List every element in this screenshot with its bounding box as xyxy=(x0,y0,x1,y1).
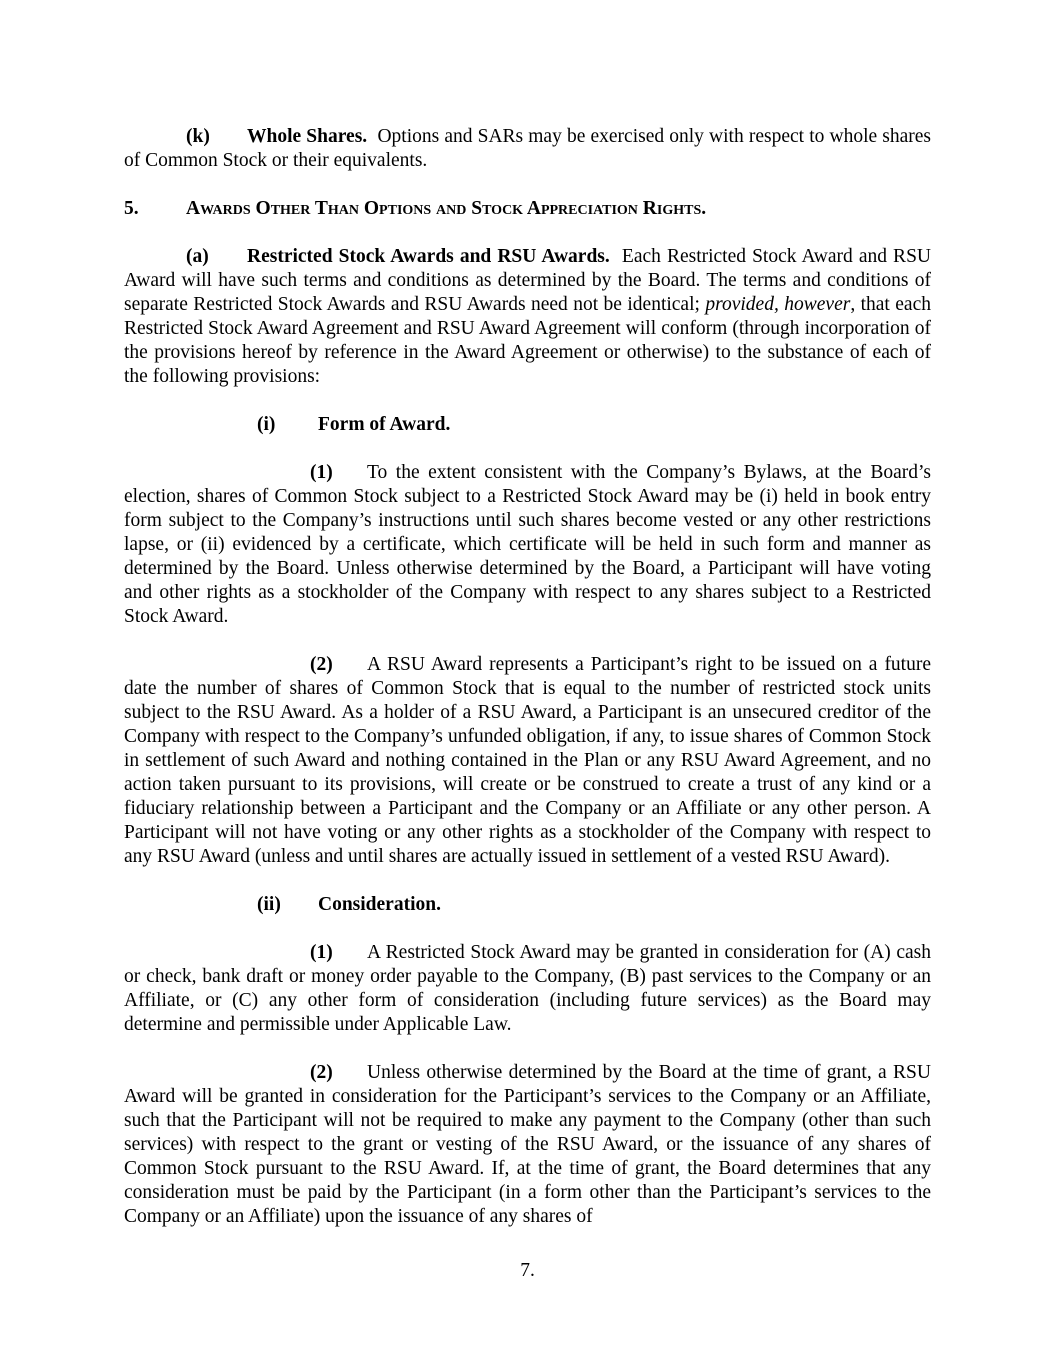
section-heading-5 xyxy=(124,197,931,221)
paragraph-text: Each Restricted Stock Award and RSU Award will have such terms and conditions as determined by the Board. The terms and conditions of separate Restricted Stock Awards and RSU Awards need not be identical; xyxy=(124,246,931,315)
paragraph-text: Unless otherwise determined by the Board at the time of grant, a RSU Award will be granted in consideration for the Participant’s services to the Company or an Affiliate, such that the Participant will not be required to make any payment to the Company (other than such services) with respect to the grant or vesting of the RSU Award, or the issuance of any shares of Common Stock pursuant to the RSU Award. If, at the time of grant, the Board determines that any consideration must be paid by the Participant (in a form other than the Participant’s services to the Company or an Affiliate) upon the issuance of any shares of xyxy=(124,1062,931,1227)
paragraph-text: A RSU Award represents a Participant’s right to be issued on a future date the number of shares of Common Stock that is equal to the number of restricted stock units subject to the RSU Award. As a holder of a RSU Award, a Participant is an unsecured creditor of the Company with respect to the Company’s unfunded obligation, if any, to issue shares of Common Stock in settlement of such Award and nothing contained in the Plan or any RSU Award Agreement, and no action taken pursuant to its provisions, will create or be construed to create a trust of any kind or a fiduciary relationship between a Participant and the Company or an Affiliate or any other person. A Participant will not have voting or any other rights as a stockholder of the Company with respect to any RSU Award (unless and until shares are actually issued in settlement of a vested RSU Award). xyxy=(124,654,931,867)
section-number: (k) xyxy=(186,126,210,147)
page-number: 7. xyxy=(520,1260,535,1281)
section-title: Consideration. xyxy=(318,894,441,915)
paragraph-text: Options and SARs may be exercised only with respect to whole shares of Common Stock or their equivalents. xyxy=(124,126,932,171)
paragraph-ii-1 xyxy=(124,941,931,1037)
paragraph-i-2 xyxy=(124,653,931,869)
section-number: (2) xyxy=(310,654,333,675)
section-title: Awards Other Than Options and Stock Appreciation Rights. xyxy=(186,198,707,219)
section-number: (i) xyxy=(257,414,276,435)
section-number: (1) xyxy=(310,462,333,483)
document-page xyxy=(124,125,931,1229)
italic-proviso: provided, however xyxy=(705,294,851,315)
paragraph-text: , that each Restricted Stock Award Agreement and RSU Award Agreement will conform (through incorporation of the provisions hereof by reference in the Award Agreement or otherwise) to the substance of each of the following provisions: xyxy=(124,294,931,387)
section-number: (ii) xyxy=(257,894,281,915)
section-title: Form of Award. xyxy=(318,414,451,435)
paragraph-text: A Restricted Stock Award may be granted in consideration for (A) cash or check, bank draft or money order payable to the Company, (B) past services to the Company or an Affiliate, or (C) any other form of consideration (including future services) as the Board may determine and permissible under Applicable Law. xyxy=(124,942,931,1035)
section-number: (a) xyxy=(186,246,209,267)
subsection-heading-i xyxy=(124,413,931,437)
section-title: Whole Shares. xyxy=(247,126,368,147)
paragraph-i-1 xyxy=(124,461,931,629)
paragraph-text: To the extent consistent with the Company’s Bylaws, at the Board’s election, shares of Common Stock subject to a Restricted Stock Award may be (i) held in book entry form subject to the Company’s instructions until such shares become vested or any other restrictions lapse, or (ii) evidenced by a certificate, which certificate will be held in such form and manner as determined by the Board. Unless otherwise determined by the Board, a Participant will have voting and other rights as a stockholder of the Company with respect to any shares subject to a Restricted Stock Award. xyxy=(124,462,931,627)
section-number: (2) xyxy=(310,1062,333,1083)
paragraph-a xyxy=(124,245,931,389)
subsection-heading-ii xyxy=(124,893,931,917)
section-number: 5. xyxy=(124,198,139,219)
section-title: Restricted Stock Awards and RSU Awards. xyxy=(247,246,610,267)
paragraph-ii-2 xyxy=(124,1061,931,1229)
section-number: (1) xyxy=(310,942,333,963)
paragraph-k xyxy=(124,125,931,173)
